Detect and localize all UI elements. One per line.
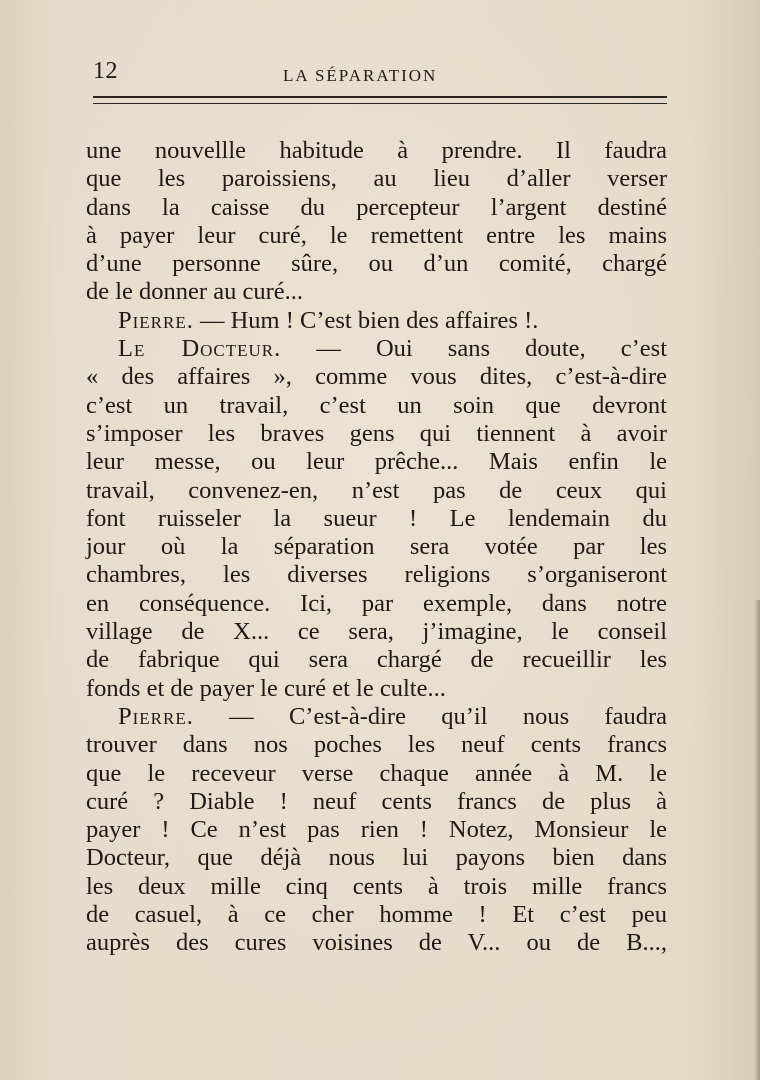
- body-text: [86, 137, 667, 958]
- text-line: font ruisseler la sueur ! Le lendemain du: [86, 504, 667, 532]
- text-segment: — Hum ! C’est bien des affaires !.: [193, 306, 539, 334]
- text-segment: — C’est-à-dire qu’il nous faudra: [193, 702, 667, 730]
- dialogue-line: [86, 335, 667, 363]
- page-number: 12: [93, 58, 118, 84]
- running-title: LA SÉPARATION: [283, 66, 438, 85]
- text-line: une nouvellle habitude à prendre. Il faudra: [86, 137, 667, 164]
- text-line: les deux mille cinq cents à trois mille francs: [86, 872, 667, 900]
- dialogue-line: [86, 307, 667, 335]
- text-line: dans la caisse du percepteur l’argent destiné: [86, 193, 667, 221]
- text-line: jour où la séparation sera votée par les: [86, 533, 667, 561]
- text-line: c’est un travail, c’est un soin que devront: [86, 391, 667, 419]
- text-line: Docteur, que déjà nous lui payons bien dans: [86, 844, 667, 872]
- text-line: auprès des cures voisines de V... ou de B...,: [86, 929, 667, 957]
- page-header: [93, 58, 667, 88]
- text-line: en conséquence. Ici, par exemple, dans notre: [86, 589, 667, 617]
- text-line: curé ? Diable ! neuf cents francs de plus à: [86, 787, 667, 815]
- text-line: s’imposer les braves gens qui tiennent à avoir: [86, 419, 667, 447]
- text-line: fonds et de payer le curé et le culte...: [86, 674, 446, 702]
- speaker-name: Pierre.: [118, 702, 194, 730]
- text-line: travail, convenez-en, n’est pas de ceux qui: [86, 476, 667, 504]
- text-line: « des affaires », comme vous dites, c’est-à-dire: [86, 363, 667, 391]
- text-line: trouver dans nos poches les neuf cents francs: [86, 731, 667, 759]
- header-rule-thin: [93, 103, 667, 104]
- text-line: que le receveur verse chaque année à M. le: [86, 759, 667, 787]
- speaker-name: Le Docteur.: [118, 335, 282, 363]
- text-line: leur messe, ou leur prêche... Mais enfin le: [86, 448, 667, 476]
- text-line: de le donner au curé...: [86, 278, 303, 306]
- text-segment: — Oui sans doute, c’est: [281, 335, 667, 363]
- text-line: chambres, les diverses religions s’organiseront: [86, 561, 667, 589]
- text-line: payer ! Ce n’est pas rien ! Notez, Monsieur le: [86, 816, 667, 844]
- text-line: de fabrique qui sera chargé de recueillir les: [86, 646, 667, 674]
- text-line: que les paroissiens, au lieu d’aller verser: [86, 165, 667, 193]
- text-line: d’une personne sûre, ou d’un comité, chargé: [86, 250, 667, 278]
- text-line: à payer leur curé, le remettent entre les mains: [86, 221, 667, 249]
- page-edge-shadow: [754, 600, 760, 1080]
- header-rule-thick: [93, 96, 667, 98]
- dialogue-line: [86, 703, 667, 731]
- text-line: de casuel, à ce cher homme ! Et c’est peu: [86, 901, 667, 929]
- speaker-name: Pierre.: [118, 306, 194, 334]
- text-line: village de X... ce sera, j’imagine, le conseil: [86, 618, 667, 646]
